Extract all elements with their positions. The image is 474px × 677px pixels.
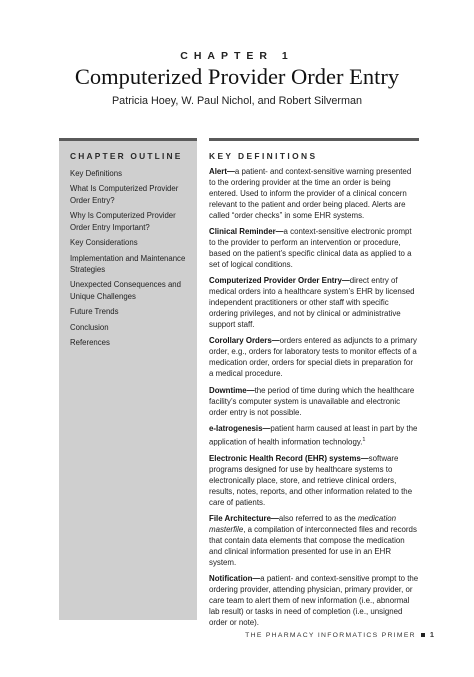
chapter-outline-panel bbox=[59, 138, 197, 620]
definition-entry bbox=[209, 227, 419, 271]
key-definitions-section bbox=[209, 138, 419, 627]
outline-item: Key Definitions bbox=[70, 169, 123, 178]
outline-item: Key Considerations bbox=[70, 238, 138, 248]
definition-term: Downtime bbox=[209, 385, 247, 395]
definition-term: Electronic Health Record (EHR) systems bbox=[209, 454, 361, 464]
definition-entry bbox=[209, 574, 419, 629]
chapter-outline-list bbox=[70, 168, 191, 348]
definition-dash: — bbox=[262, 424, 271, 433]
definition-entry bbox=[209, 386, 419, 419]
definition-text: a patient- and context-sensitive warning presented to the ordering provider at the time an order is being entered. Used to inform the provider of a clinical concern relevant to the patient and order being placed. Alerts are called “order checks” in some EHR systems. bbox=[209, 167, 412, 220]
definition-entry bbox=[209, 276, 419, 331]
definition-term: Corollary Orders bbox=[209, 336, 272, 346]
footnote-ref: 1 bbox=[362, 436, 366, 443]
definition-entry bbox=[209, 167, 419, 222]
definition-dash: — bbox=[341, 276, 350, 286]
definition-term: e-Iatrogenesis bbox=[209, 424, 263, 433]
definition-dash: — bbox=[275, 227, 284, 237]
chapter-title: Computerized Provider Order Entry bbox=[74, 64, 400, 89]
definition-entry bbox=[209, 424, 419, 448]
outline-item: Implementation and Maintenance Strategies bbox=[70, 253, 186, 274]
definition-dash: — bbox=[252, 574, 261, 584]
chapter-label: CHAPTER 1 bbox=[180, 50, 294, 62]
definition-term: File Architecture bbox=[209, 514, 271, 524]
outline-item: Conclusion bbox=[70, 322, 109, 332]
page-number: 1 bbox=[429, 630, 434, 639]
definition-term: Notification bbox=[209, 574, 253, 584]
definition-term: Clinical Reminder bbox=[209, 227, 276, 237]
definition-term: Computerized Provider Order Entry bbox=[209, 276, 342, 286]
definition-text: , a compilation of interconnected files and records that contain data elements that compose the medication and clinical information presented for use in an EHR system. bbox=[209, 525, 417, 567]
definition-text: a context-sensitive electronic prompt to the provider to perform an intervention or procedure, based on the patient’s specific clinical data as applied to a set of logical conditions. bbox=[209, 227, 412, 269]
definition-text: the period of time during which the healthcare facility’s computer system is unavailable and electronic order entry is not possible. bbox=[209, 385, 415, 417]
outline-item: References bbox=[70, 338, 110, 348]
definition-dash: — bbox=[271, 336, 280, 346]
definition-text: patient harm caused at least in part by the application of health information technology. bbox=[209, 424, 418, 447]
page-footer bbox=[180, 630, 434, 639]
definition-term: Alert bbox=[209, 167, 227, 176]
outline-item: What Is Computerized Provider Order Entry? bbox=[70, 184, 179, 205]
definition-dash: — bbox=[360, 454, 369, 464]
definition-text: direct entry of medical orders into a healthcare system’s EHR by licensed independent practitioners or other staff with specific ordering privileges, and not by clinical or administrative support staff. bbox=[209, 276, 415, 329]
definition-dash: — bbox=[246, 385, 255, 395]
footer-book-title: THE PHARMACY INFORMATICS PRIMER bbox=[245, 632, 416, 639]
outline-item: Why Is Computerized Provider Order Entry Important? bbox=[70, 211, 176, 232]
definition-entry bbox=[209, 336, 419, 380]
chapter-outline-heading: CHAPTER OUTLINE bbox=[70, 151, 183, 161]
definition-text-pre: also referred to as the bbox=[278, 514, 358, 524]
outline-item: Future Trends bbox=[70, 307, 119, 317]
definition-text: software programs designed for use by healthcare systems to electronically place, store, and retrieve clinical orders, results, notes, reports, and other information related to the care of patients. bbox=[209, 454, 413, 507]
definition-text-italic: medication masterfile bbox=[209, 514, 396, 535]
chapter-authors: Patricia Hoey, W. Paul Nichol, and Robert Silverman bbox=[111, 95, 363, 107]
definition-text: orders entered as adjuncts to a primary order, e.g., orders for laboratory tests to monitor effects of a medication order, orders for special diets in preparation for a medical procedure. bbox=[209, 336, 417, 379]
definition-dash: — bbox=[226, 167, 235, 176]
definition-entry bbox=[209, 514, 419, 569]
definition-entry bbox=[209, 454, 419, 509]
key-definitions-heading: KEY DEFINITIONS bbox=[209, 151, 318, 161]
definition-dash: — bbox=[270, 514, 279, 524]
square-bullet-icon bbox=[421, 633, 425, 637]
outline-item: Unexpected Consequences and Unique Challenges bbox=[70, 280, 181, 301]
definition-text: a patient- and context-sensitive prompt to the ordering provider, attending physician, primary provider, or care team to alert them of new information (i.e., abnormal lab result) or tasks in need of completion (i.e., unsigned order or note). bbox=[209, 574, 419, 627]
